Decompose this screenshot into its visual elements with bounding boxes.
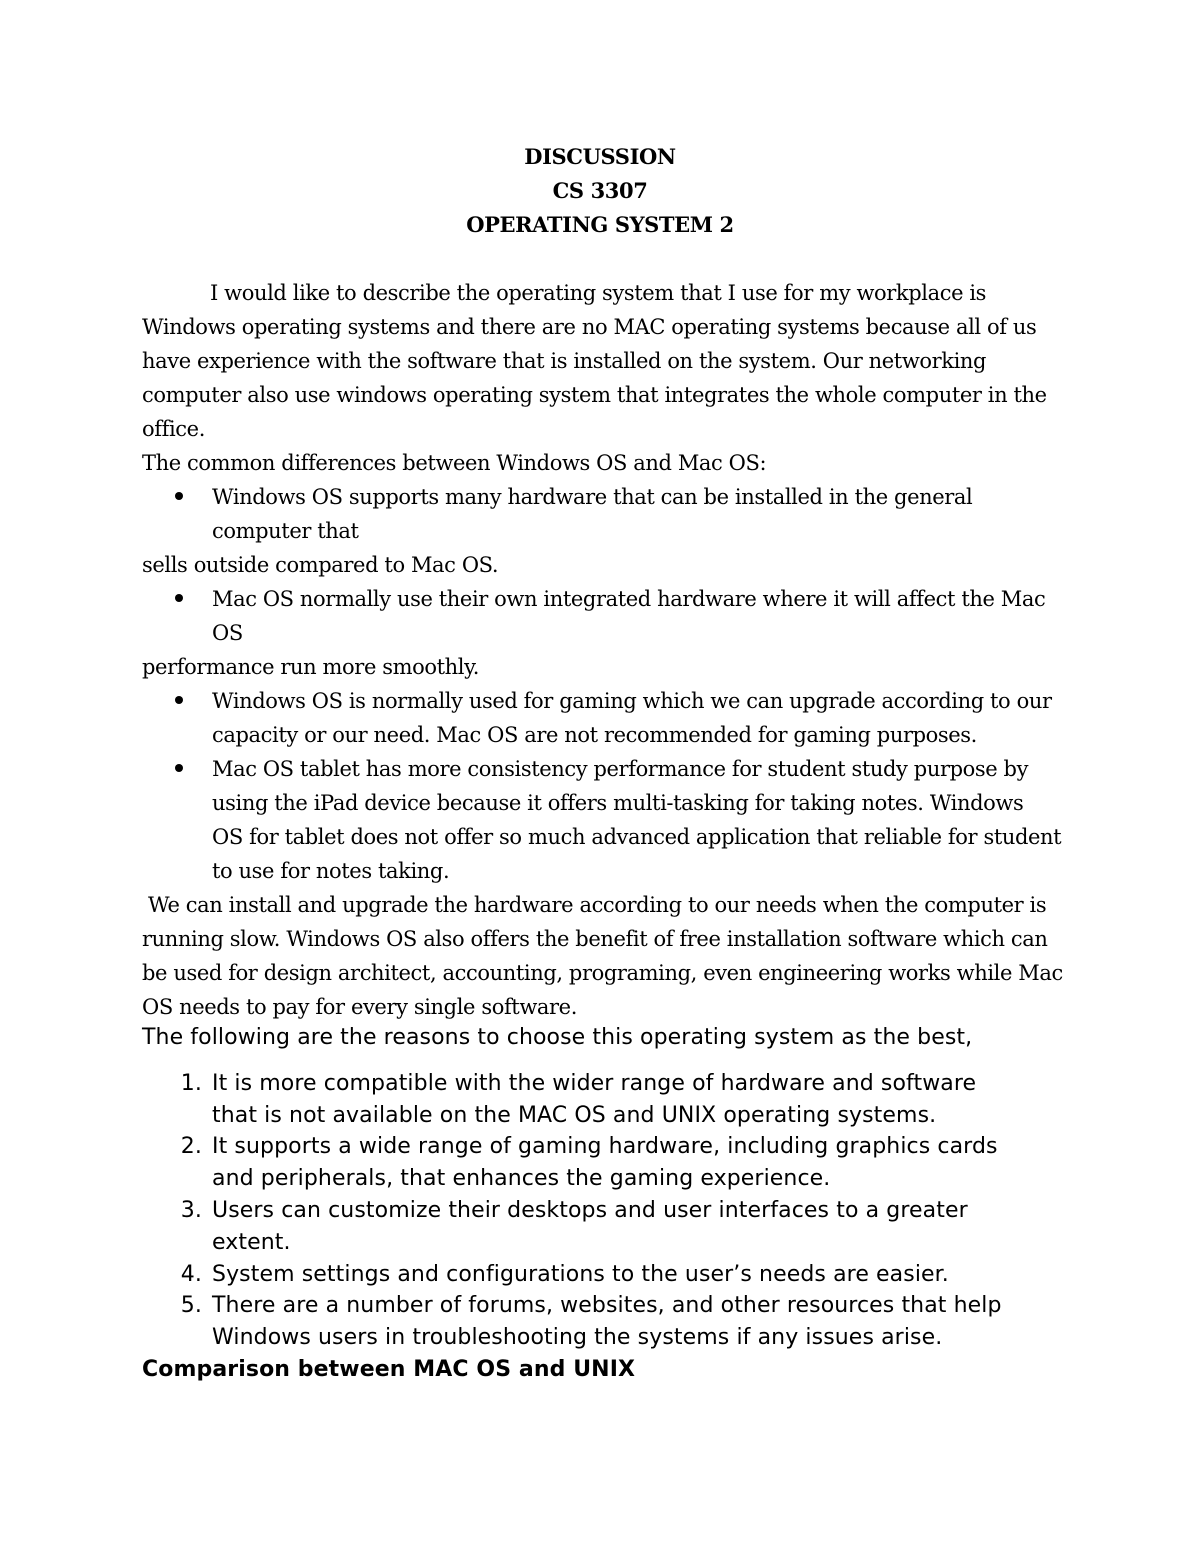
bullet-line: Windows OS is normally used for gaming which we can upgrade according to our (212, 689, 1052, 713)
list-number: 3. (180, 1198, 202, 1223)
list-number: 4. (180, 1262, 202, 1287)
bullet-line: to use for notes taking. (212, 859, 450, 883)
bullet-line: computer that (212, 519, 359, 543)
intro-line: I would like to describe the operating system that I use for my workplace is (210, 281, 987, 305)
bullet-line: Mac OS normally use their own integrated hardware where it will affect the Mac (212, 587, 1046, 611)
doc-title-course: CS 3307 (552, 178, 648, 203)
upgrade-line: running slow. Windows OS also offers the benefit of free installation software which can (142, 927, 1048, 951)
reason-line: It supports a wide range of gaming hardware, including graphics cards (212, 1134, 998, 1159)
comparison-heading: Comparison between MAC OS and UNIX (142, 1357, 636, 1382)
reason-line: Windows users in troubleshooting the systems if any issues arise. (212, 1325, 943, 1350)
list-number: 1. (180, 1071, 202, 1096)
reason-line: extent. (212, 1230, 291, 1255)
list-number: 2. (180, 1134, 202, 1159)
doc-title-subject: OPERATING SYSTEM 2 (466, 212, 734, 237)
bullet-icon (175, 492, 183, 500)
bullet-line: OS (212, 621, 243, 645)
bullet-line: capacity or our need. Mac OS are not recommended for gaming purposes. (212, 723, 977, 747)
reason-line: There are a number of forums, websites, and other resources that help (212, 1293, 1002, 1318)
bullet-line: using the iPad device because it offers multi-tasking for taking notes. Windows (212, 791, 1024, 815)
bullet-icon (175, 764, 183, 772)
bullet-line: OS for tablet does not offer so much advanced application that reliable for student (212, 825, 1062, 849)
reason-line: Users can customize their desktops and user interfaces to a greater (212, 1198, 968, 1223)
bullet-line: Mac OS tablet has more consistency performance for student study purpose by (212, 757, 1029, 781)
reasons-heading: The following are the reasons to choose this operating system as the best, (142, 1025, 973, 1050)
bullet-continuation: performance run more smoothly. (142, 655, 480, 679)
reason-line: System settings and configurations to the user’s needs are easier. (212, 1262, 949, 1287)
intro-line: have experience with the software that is installed on the system. Our networking (142, 349, 987, 373)
bullet-icon (175, 696, 183, 704)
differences-heading: The common differences between Windows OS and Mac OS: (142, 451, 767, 475)
reason-line: and peripherals, that enhances the gaming experience. (212, 1166, 831, 1191)
doc-title-discussion: DISCUSSION (524, 144, 676, 169)
upgrade-line: We can install and upgrade the hardware according to our needs when the computer is (148, 893, 1047, 917)
bullet-continuation: sells outside compared to Mac OS. (142, 553, 499, 577)
reason-line: that is not available on the MAC OS and UNIX operating systems. (212, 1103, 937, 1128)
upgrade-line: be used for design architect, accounting, programing, even engineering works while Mac (142, 961, 1063, 985)
reason-line: It is more compatible with the wider range of hardware and software (212, 1071, 977, 1096)
intro-line: office. (142, 417, 205, 441)
bullet-icon (175, 594, 183, 602)
intro-line: computer also use windows operating system that integrates the whole computer in the (142, 383, 1047, 407)
list-number: 5. (180, 1293, 202, 1318)
intro-line: Windows operating systems and there are no MAC operating systems because all of us (142, 315, 1037, 339)
bullet-line: Windows OS supports many hardware that can be installed in the general (212, 485, 973, 509)
upgrade-line: OS needs to pay for every single software. (142, 995, 577, 1019)
